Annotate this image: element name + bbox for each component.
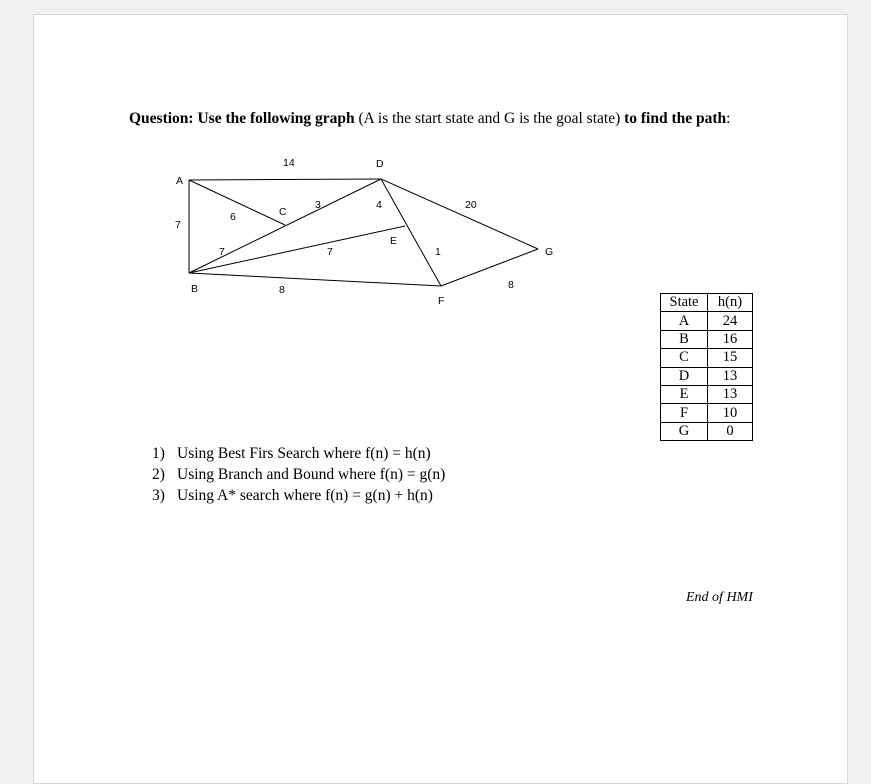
end-note: End of HMI — [686, 590, 753, 605]
weight-b-c: 7 — [219, 246, 225, 258]
state-cell: C — [661, 349, 708, 367]
table-row — [661, 367, 753, 385]
weight-a-b: 7 — [175, 219, 181, 231]
table-row — [661, 422, 753, 440]
h-value-cell: 13 — [708, 367, 753, 385]
h-value-cell: 0 — [708, 422, 753, 440]
table-row — [661, 312, 753, 330]
weight-a-c: 6 — [230, 211, 236, 223]
weight-f-g: 8 — [508, 279, 514, 291]
weight-b-f: 8 — [279, 284, 285, 296]
list-item — [152, 464, 445, 485]
question-colon: : — [726, 110, 731, 127]
edge-f-g — [441, 249, 538, 286]
h-value-cell: 16 — [708, 330, 753, 348]
weight-d-f: 1 — [435, 246, 441, 258]
header-state: State — [661, 294, 708, 312]
node-a-label: A — [176, 175, 184, 187]
table-row — [661, 330, 753, 348]
state-cell: E — [661, 385, 708, 403]
h-value-cell: 15 — [708, 349, 753, 367]
list-item-text: Using Branch and Bound where f(n) = g(n) — [177, 466, 446, 483]
edge-d-f — [381, 179, 441, 286]
weight-b-e: 7 — [327, 246, 333, 258]
question-part3: to find the path — [624, 110, 727, 127]
weight-a-d: 14 — [283, 157, 295, 169]
state-cell: B — [661, 330, 708, 348]
table-row — [661, 404, 753, 422]
state-cell: G — [661, 422, 708, 440]
heuristic-table — [660, 293, 753, 441]
h-value-cell: 10 — [708, 404, 753, 422]
list-item-text: Using A* search where f(n) = g(n) + h(n) — [177, 487, 433, 504]
node-f-label: F — [438, 295, 445, 307]
header-hn: h(n) — [708, 294, 753, 312]
weight-d-g: 20 — [465, 199, 477, 211]
table-header-row — [661, 294, 753, 312]
h-value-cell: 24 — [708, 312, 753, 330]
list-item-text: Using Best Firs Search where f(n) = h(n) — [177, 445, 431, 462]
list-item — [152, 485, 445, 506]
edge-a-d — [189, 179, 381, 180]
node-b-label: B — [191, 283, 199, 295]
question-part1: Use the following graph — [197, 110, 355, 127]
edge-b-f — [189, 273, 441, 286]
question-label: Question: — [129, 110, 194, 127]
state-cell: D — [661, 367, 708, 385]
state-cell: F — [661, 404, 708, 422]
node-c-label: C — [279, 206, 287, 218]
node-g-label: G — [545, 246, 554, 258]
edge-a-c — [189, 180, 285, 225]
method-list — [152, 443, 445, 506]
list-item-number: 2) — [152, 466, 165, 483]
state-cell: A — [661, 312, 708, 330]
table-row — [661, 349, 753, 367]
table-row — [661, 385, 753, 403]
question-part2: (A is the start state and G is the goal state) — [358, 110, 621, 127]
list-item — [152, 443, 445, 464]
node-d-label: D — [376, 158, 384, 170]
list-item-number: 3) — [152, 487, 165, 504]
node-e-label: E — [390, 235, 398, 247]
weight-d-e: 4 — [376, 199, 382, 211]
h-value-cell: 13 — [708, 385, 753, 403]
edge-d-g — [381, 179, 538, 249]
weight-c-d: 3 — [315, 199, 321, 211]
list-item-number: 1) — [152, 445, 165, 462]
